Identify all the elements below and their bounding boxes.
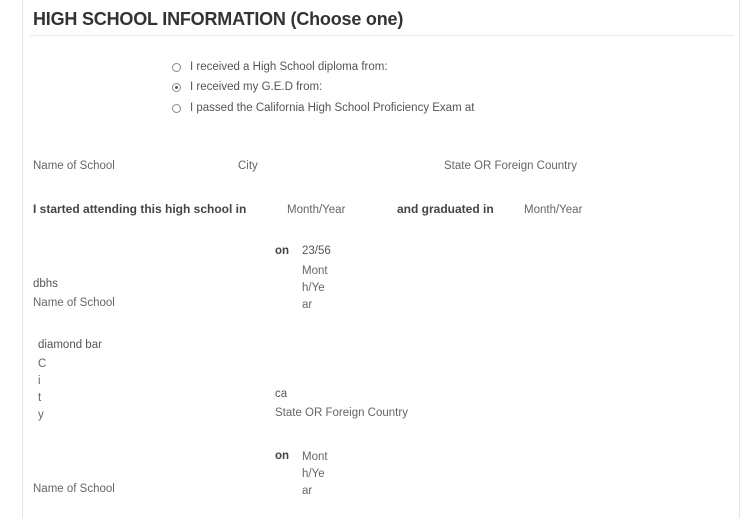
option-ged-label: I received my G.E.D from: bbox=[190, 81, 323, 93]
option-proficiency-exam-label: I passed the California High School Proficiency Exam at bbox=[190, 102, 475, 114]
entry3-month-year-line-3: ar bbox=[302, 485, 313, 497]
option-proficiency-exam[interactable] bbox=[172, 100, 474, 116]
radio-diploma[interactable] bbox=[172, 63, 181, 72]
entry2-city-label-char-4: y bbox=[38, 409, 44, 421]
entry1-school-label: Name of School bbox=[33, 297, 115, 309]
entry2-city-label-char-3: t bbox=[38, 392, 42, 404]
option-ged[interactable] bbox=[172, 79, 322, 95]
state-country-label: State OR Foreign Country bbox=[444, 160, 577, 172]
option-diploma[interactable] bbox=[172, 59, 388, 75]
entry3-month-year-line-2: h/Ye bbox=[302, 468, 325, 480]
entry1-month-year-line-1: Mont bbox=[302, 265, 328, 277]
entry3-month-year-line-1: Mont bbox=[302, 451, 328, 463]
graduated-text: and graduated in bbox=[397, 202, 494, 216]
entry3-school-label: Name of School bbox=[33, 483, 115, 495]
entry1-month-year-line-2: h/Ye bbox=[302, 282, 325, 294]
section-title: HIGH SCHOOL INFORMATION (Choose one) bbox=[33, 9, 404, 29]
entry2-state-field[interactable]: ca bbox=[275, 388, 288, 400]
title-divider bbox=[30, 35, 734, 36]
started-attending-text: I started attending this high school in bbox=[33, 202, 247, 216]
radio-ged[interactable] bbox=[172, 83, 181, 92]
graduation-date-field[interactable]: Month/Year bbox=[524, 204, 583, 216]
entry2-city-label bbox=[38, 356, 46, 424]
entry1-date-field[interactable]: 23/56 bbox=[302, 245, 331, 257]
entry3-month-year-placeholder[interactable] bbox=[302, 449, 328, 500]
entry1-on-label: on bbox=[275, 245, 290, 257]
entry1-school-field[interactable]: dbhs bbox=[33, 278, 58, 290]
entry1-month-year-placeholder bbox=[302, 263, 328, 314]
entry2-city-label-char-2: i bbox=[38, 375, 41, 387]
entry3-on-label: on bbox=[275, 450, 290, 462]
entry2-state-label: State OR Foreign Country bbox=[275, 407, 408, 419]
city-label: City bbox=[238, 160, 258, 172]
form-panel bbox=[22, 0, 740, 518]
entry2-city-field[interactable]: diamond bar bbox=[38, 339, 102, 351]
entry2-city-label-char-1: C bbox=[38, 358, 47, 370]
radio-proficiency-exam[interactable] bbox=[172, 104, 181, 113]
option-diploma-label: I received a High School diploma from: bbox=[190, 61, 388, 73]
school-name-label: Name of School bbox=[33, 160, 115, 172]
start-date-field[interactable]: Month/Year bbox=[287, 204, 346, 216]
entry1-month-year-line-3: ar bbox=[302, 299, 313, 311]
